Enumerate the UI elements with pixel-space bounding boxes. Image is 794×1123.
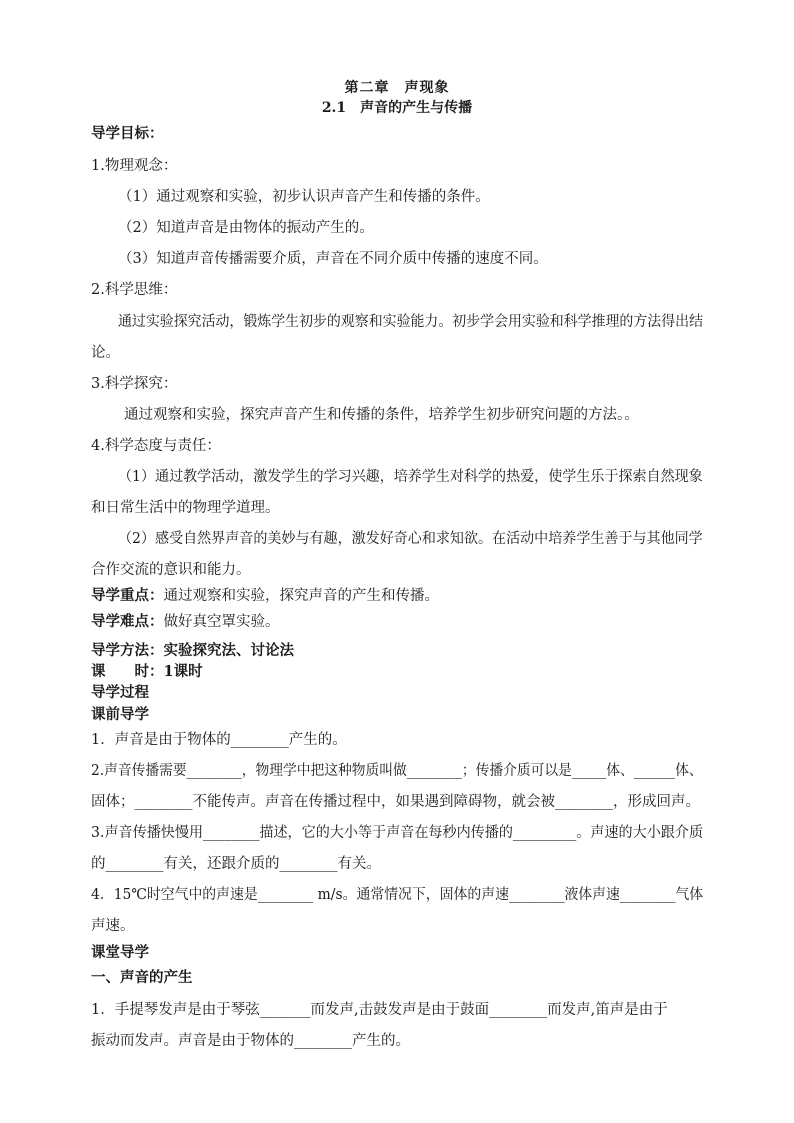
goal2-text-line2: 论。: [91, 345, 120, 361]
goal1-item1: （1）通过观察和实验，初步认识声音产生和传播的条件。: [118, 189, 490, 205]
goal3-text: 通过观察和实验，探究声音产生和传播的条件，培养学生初步研究问题的方法。。: [124, 407, 639, 423]
method-line: 导学方法：实验探究法、讨论法: [91, 642, 294, 659]
difficulty-label: 导学难点：: [91, 613, 164, 630]
goal4-item1-line2: 和日常生活中的物理学道理。: [91, 500, 280, 516]
goal4-title: 4.科学态度与责任：: [91, 438, 221, 454]
key-point-line: [91, 587, 439, 605]
process-heading: 导学过程: [91, 684, 149, 701]
goal4-item2-line1: （2）感受自然界声音的美妙与有趣，激发好奇心和求知欲。在活动中培养学生善于与其他同学: [118, 531, 703, 547]
preclass-question-1: 1．声音是由于物体的________产生的。: [91, 732, 347, 748]
inclass-heading: 课堂导学: [91, 944, 149, 961]
goal2-title: 2.科学思维：: [91, 282, 178, 298]
difficulty-text: 做好真空罩实验。: [163, 614, 280, 630]
inclass-question-1-line2: 振动而发声。声音是由于物体的________产生的。: [91, 1033, 410, 1049]
part1-heading: 一、声音的产生: [91, 969, 193, 986]
preclass-question-2-line2: 固体；________不能传声。声音在传播过程中，如果遇到障碍物，就会被________，形成回声。: [91, 794, 700, 810]
period-line: 课 时：1课时: [91, 663, 203, 680]
preclass-question-3-line2: 的________有关，还跟介质的________有关。: [91, 856, 381, 872]
goal2-text-line1: 通过实验探究活动，锻炼学生初步的观察和实验能力。初步学会用实验和科学推理的方法得出结: [118, 314, 704, 330]
preclass-heading: 课前导学: [91, 706, 149, 723]
goals-heading: 导学目标：: [91, 125, 164, 142]
key-point-label: 导学重点：: [91, 587, 164, 604]
inclass-question-1-line1: 1．手提琴发声是由于琴弦_______而发声,击鼓发声是由于鼓面________而发声,笛声是由于: [91, 1002, 668, 1018]
goal1-item3: （3）知道声音传播需要介质，声音在不同介质中传播的速度不同。: [118, 251, 548, 267]
preclass-question-2-line1: 2.声音传播需要________，物理学中把这种物质叫做________；传播介质可以是_____体、______体、: [91, 763, 703, 779]
key-point-text: 通过观察和实验，探究声音的产生和传播。: [163, 588, 439, 604]
chapter-title: 第二章 声现象: [344, 80, 450, 96]
preclass-question-4-line2: 声速。: [91, 918, 135, 934]
goal4-item2-line2: 合作交流的意识和能力。: [91, 562, 251, 578]
goal3-title: 3.科学探究：: [91, 376, 178, 392]
goal1-title: 1.物理观念：: [91, 158, 178, 174]
goal4-item1-line1: （1）通过教学活动，激发学生的学习兴趣，培养学生对科学的热爱，使学生乐于探索自然现象: [118, 469, 703, 485]
goal1-item2: （2）知道声音是由物体的振动产生的。: [118, 220, 374, 236]
difficulty-line: [91, 613, 280, 631]
section-title: 2.1 声音的产生与传播: [321, 100, 473, 116]
preclass-question-4-line1: 4．15℃时空气中的声速是________ m/s。通常情况下，固体的声速________液体声速________气体: [91, 887, 704, 903]
preclass-question-3-line1: 3.声音传播快慢用________描述，它的大小等于声音在每秒内传播的_________。声速的大小跟介质: [91, 825, 704, 841]
